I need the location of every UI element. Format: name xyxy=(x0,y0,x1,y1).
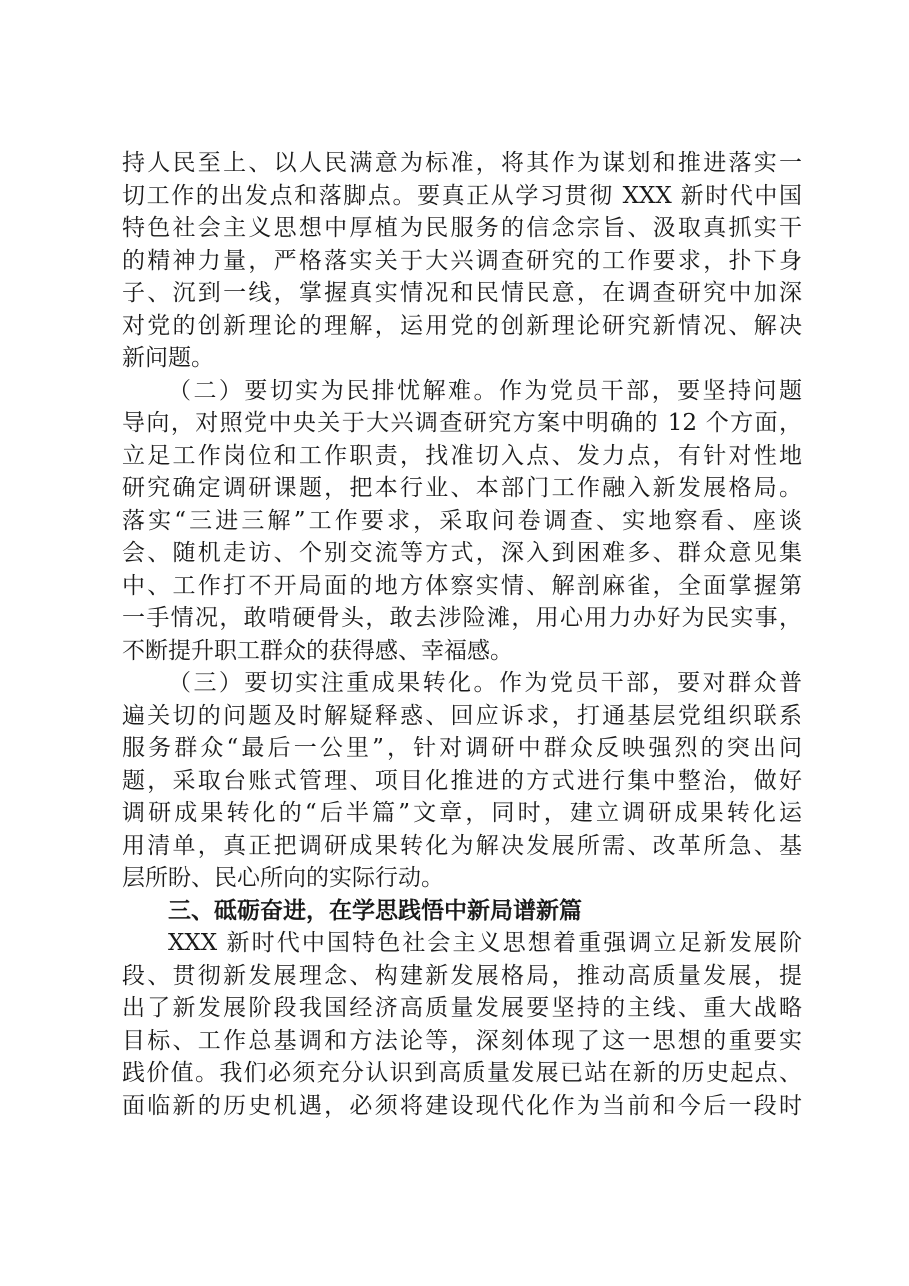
text-line: 切工作的出发点和落脚点。要真正从学习贯彻 XXX 新时代中国 xyxy=(122,182,802,209)
paragraph-4 xyxy=(122,927,802,1122)
text-line: 调研成果转化的“后半篇”文章，同时，建立调研成果转化运 xyxy=(122,800,802,826)
text-line: 面临新的历史机遇，必须将建设现代化作为当前和今后一段时 xyxy=(122,1092,802,1119)
text-line: （三）要切实注重成果转化。作为党员干部，要对群众普 xyxy=(168,670,802,696)
text-line: （二）要切实为民排忧解难。作为党员干部，要坚持问题 xyxy=(168,377,802,404)
text-line: 的精神力量，严格落实关于大兴调查研究的工作要求，扑下身 xyxy=(122,247,802,274)
text-line: 中、工作打不开局面的地方体察实情、解剖麻雀，全面掌握第 xyxy=(122,572,802,599)
text-line: 导向，对照党中央关于大兴调查研究方案中明确的 12 个方面， xyxy=(122,410,802,436)
text-line: 新问题。 xyxy=(122,345,214,371)
text-line: 题，采取台账式管理、项目化推进的方式进行集中整治，做好 xyxy=(122,767,802,794)
text-line: 遍关切的问题及时解疑释惑、回应诉求，打通基层党组织联系 xyxy=(122,702,802,729)
paragraph-2 xyxy=(122,375,802,668)
document-body xyxy=(122,147,802,1122)
text-line: 不断提升职工群众的获得感、幸福感。 xyxy=(122,637,513,664)
text-line: 持人民至上、以人民满意为标准，将其作为谋划和推进落实一 xyxy=(122,150,802,176)
text-line: 特色社会主义思想中厚植为民服务的信念宗旨、汲取真抓实干 xyxy=(122,215,802,241)
text-line: XXX 新时代中国特色社会主义思想着重强调立足新发展阶 xyxy=(168,930,802,956)
text-line: 践价值。我们必须充分认识到高质量发展已站在新的历史起点、 xyxy=(122,1060,802,1086)
text-line: 落实“三进三解”工作要求，采取问卷调查、实地察看、座谈 xyxy=(122,507,802,534)
section-heading-text: 三、砥砺奋进，在学思践悟中新局谱新篇 xyxy=(168,897,582,924)
paragraph-1 xyxy=(122,147,802,375)
text-line: 段、贯彻新发展理念、构建新发展格局，推动高质量发展，提 xyxy=(122,962,802,989)
text-line: 层所盼、民心所向的实际行动。 xyxy=(122,865,444,891)
text-line: 对党的创新理论的理解，运用党的创新理论研究新情况、解决 xyxy=(122,312,802,339)
text-line: 子、沉到一线，掌握真实情况和民情民意，在调查研究中加深 xyxy=(122,280,802,306)
text-line: 服务群众“最后一公里”，针对调研中群众反映强烈的突出问 xyxy=(122,735,802,761)
text-line: 目标、工作总基调和方法论等，深刻体现了这一思想的重要实 xyxy=(122,1027,802,1054)
text-line: 一手情况，敢啃硬骨头，敢去涉险滩，用心用力办好为民实事， xyxy=(122,605,802,631)
text-line: 研究确定调研课题，把本行业、本部门工作融入新发展格局。 xyxy=(122,475,802,501)
paragraph-3 xyxy=(122,667,802,895)
text-line: 出了新发展阶段我国经济高质量发展要坚持的主线、重大战略 xyxy=(122,995,802,1021)
section-heading xyxy=(122,895,802,928)
text-line: 立足工作岗位和工作职责，找准切入点、发力点，有针对性地 xyxy=(122,442,802,469)
text-line: 会、随机走访、个别交流等方式，深入到困难多、群众意见集 xyxy=(122,540,802,566)
text-line: 用清单，真正把调研成果转化为解决发展所需、改革所急、基 xyxy=(122,832,802,859)
